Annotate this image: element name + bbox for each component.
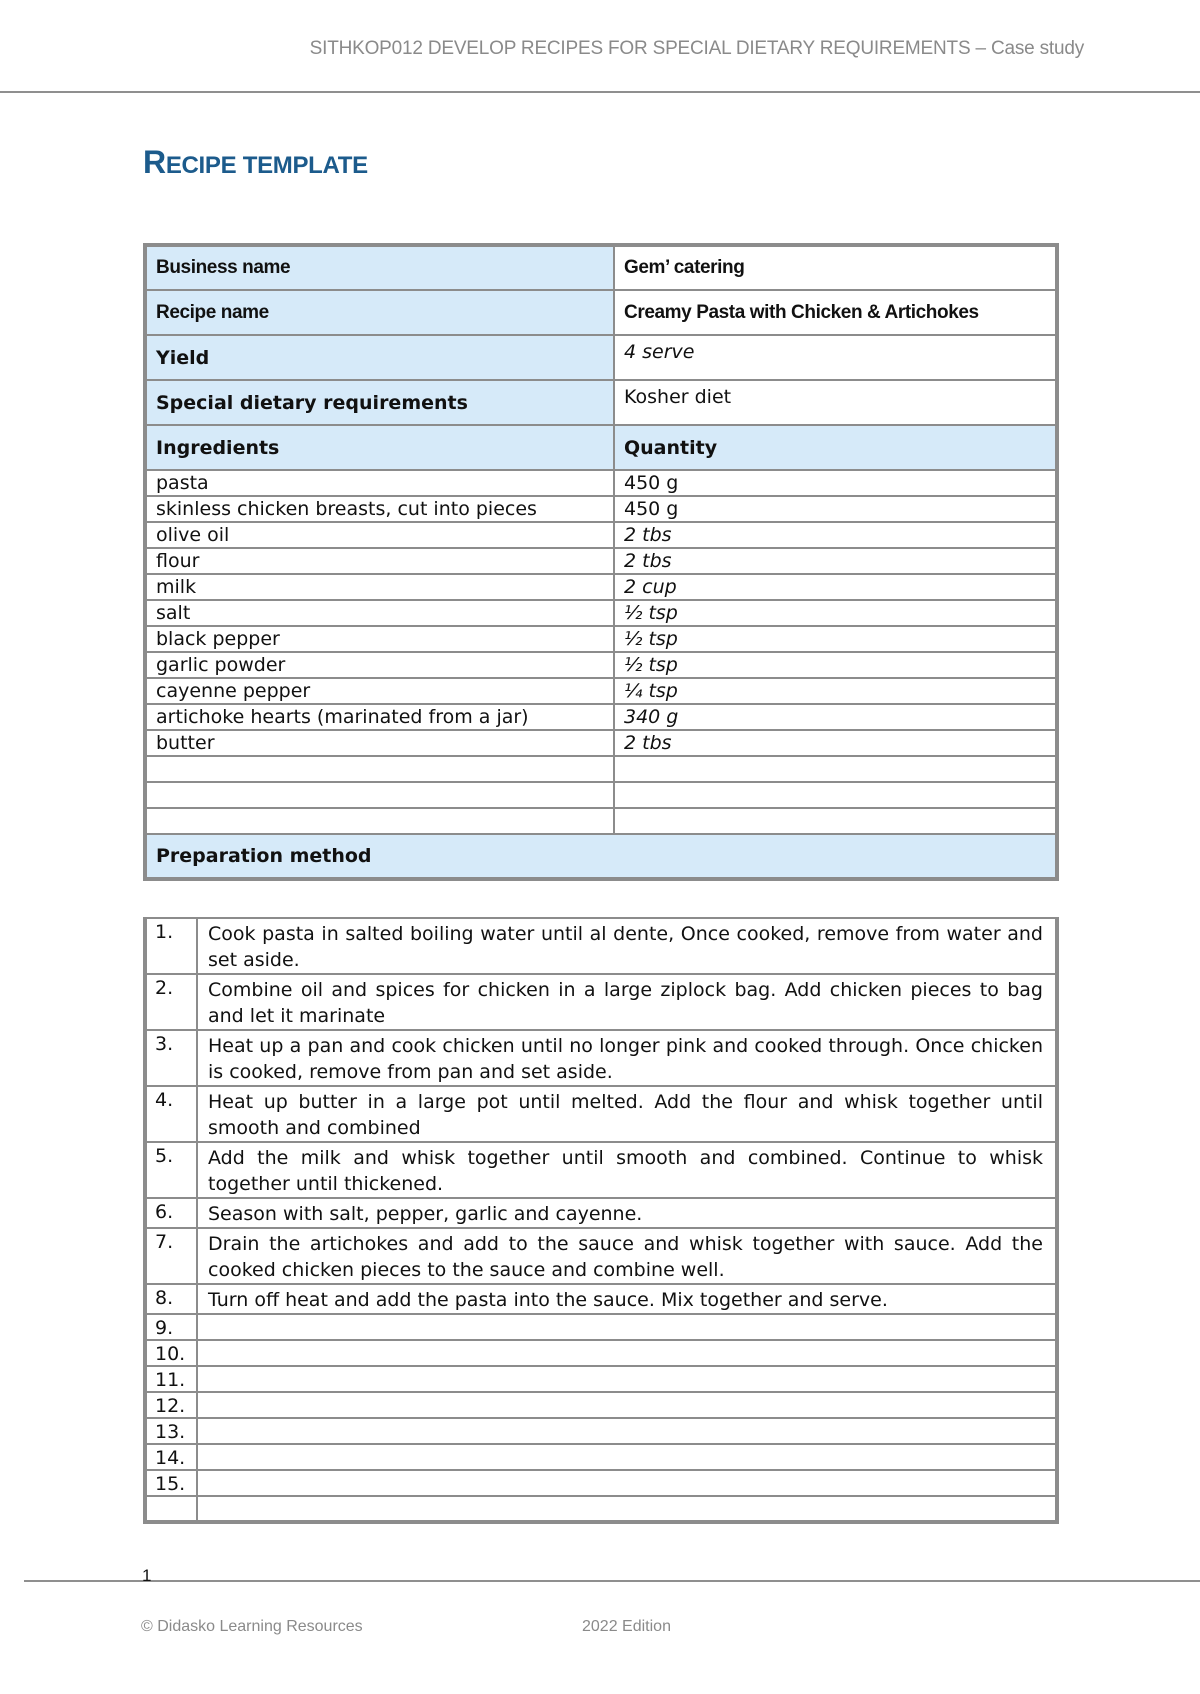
ingredient-name: cayenne pepper bbox=[145, 678, 614, 704]
step-text bbox=[197, 1444, 1057, 1470]
step-number bbox=[145, 1496, 197, 1522]
ingredient-name bbox=[145, 756, 614, 782]
step-text bbox=[197, 1418, 1057, 1444]
step-row bbox=[145, 1314, 1057, 1340]
ingredient-name: flour bbox=[145, 548, 614, 574]
ingredients-header: Ingredients bbox=[145, 425, 614, 470]
step-text bbox=[197, 1392, 1057, 1418]
ingredient-quantity bbox=[614, 808, 1057, 834]
ingredient-name: olive oil bbox=[145, 522, 614, 548]
dietary-label: Special dietary requirements bbox=[145, 380, 614, 425]
ingredient-row bbox=[145, 730, 1057, 756]
business-name-label: Business name bbox=[145, 245, 614, 290]
ingredient-row bbox=[145, 678, 1057, 704]
preparation-table bbox=[143, 917, 1059, 1524]
empty-ingredient-row bbox=[145, 782, 1057, 808]
ingredient-quantity: ½ tsp bbox=[614, 600, 1057, 626]
ingredient-quantity: ½ tsp bbox=[614, 626, 1057, 652]
step-number: 7. bbox=[145, 1228, 197, 1284]
preparation-header: Preparation method bbox=[145, 834, 1057, 879]
ingredient-row bbox=[145, 600, 1057, 626]
step-row bbox=[145, 1366, 1057, 1392]
step-number: 14. bbox=[145, 1444, 197, 1470]
step-number: 12. bbox=[145, 1392, 197, 1418]
ingredient-name bbox=[145, 808, 614, 834]
empty-ingredient-row bbox=[145, 808, 1057, 834]
copyright-text: © Didasko Learning Resources bbox=[141, 1618, 363, 1635]
ingredient-row bbox=[145, 496, 1057, 522]
ingredient-row bbox=[145, 522, 1057, 548]
yield-value: 4 serve bbox=[614, 335, 1057, 380]
recipe-name-label: Recipe name bbox=[145, 290, 614, 335]
step-number: 4. bbox=[145, 1086, 197, 1142]
quantity-header: Quantity bbox=[614, 425, 1057, 470]
ingredients-header-row bbox=[145, 425, 1057, 470]
ingredient-name: garlic powder bbox=[145, 652, 614, 678]
recipe-name-row bbox=[145, 290, 1057, 335]
ingredient-quantity: 450 g bbox=[614, 470, 1057, 496]
ingredient-quantity: 340 g bbox=[614, 704, 1057, 730]
ingredient-quantity: 2 cup bbox=[614, 574, 1057, 600]
header-divider bbox=[0, 91, 1200, 93]
empty-ingredient-row bbox=[145, 756, 1057, 782]
ingredient-quantity: ½ tsp bbox=[614, 652, 1057, 678]
ingredient-quantity: ¼ tsp bbox=[614, 678, 1057, 704]
ingredient-name: milk bbox=[145, 574, 614, 600]
recipe-name-value: Creamy Pasta with Chicken & Artichokes bbox=[614, 290, 1057, 335]
step-number: 10. bbox=[145, 1340, 197, 1366]
ingredient-row bbox=[145, 652, 1057, 678]
step-row bbox=[145, 1444, 1057, 1470]
step-text: Season with salt, pepper, garlic and cayenne. bbox=[197, 1198, 1057, 1228]
step-text: Cook pasta in salted boiling water until al dente, Once cooked, remove from water and set aside. bbox=[197, 918, 1057, 974]
ingredient-row bbox=[145, 470, 1057, 496]
step-text: Drain the artichokes and add to the sauce and whisk together with sauce. Add the cooked chicken pieces to the sauce and combine well. bbox=[197, 1228, 1057, 1284]
step-text bbox=[197, 1340, 1057, 1366]
step-row bbox=[145, 1496, 1057, 1522]
step-row bbox=[145, 1470, 1057, 1496]
step-row bbox=[145, 1228, 1057, 1284]
ingredient-quantity bbox=[614, 756, 1057, 782]
ingredient-quantity: 2 tbs bbox=[614, 522, 1057, 548]
yield-label: Yield bbox=[145, 335, 614, 380]
step-row bbox=[145, 1030, 1057, 1086]
business-name-value: Gem’ catering bbox=[614, 245, 1057, 290]
step-text: Combine oil and spices for chicken in a large ziplock bag. Add chicken pieces to bag and let it marinate bbox=[197, 974, 1057, 1030]
ingredient-quantity: 2 tbs bbox=[614, 730, 1057, 756]
ingredient-name: salt bbox=[145, 600, 614, 626]
dietary-value: Kosher diet bbox=[614, 380, 1057, 425]
ingredient-name: butter bbox=[145, 730, 614, 756]
title-rest: ECIPE TEMPLATE bbox=[165, 152, 368, 179]
step-row bbox=[145, 1198, 1057, 1228]
ingredient-quantity bbox=[614, 782, 1057, 808]
step-number: 15. bbox=[145, 1470, 197, 1496]
step-text: Heat up a pan and cook chicken until no longer pink and cooked through. Once chicken is cooked, remove from pan and set aside. bbox=[197, 1030, 1057, 1086]
step-row bbox=[145, 1142, 1057, 1198]
title-initial: R bbox=[143, 144, 166, 180]
running-header: SITHKOP012 DEVELOP RECIPES FOR SPECIAL DIETARY REQUIREMENTS – Case study bbox=[309, 38, 1084, 59]
ingredient-row bbox=[145, 548, 1057, 574]
ingredient-name: skinless chicken breasts, cut into pieces bbox=[145, 496, 614, 522]
ingredient-name bbox=[145, 782, 614, 808]
yield-row bbox=[145, 335, 1057, 380]
preparation-header-row bbox=[145, 834, 1057, 879]
step-text bbox=[197, 1470, 1057, 1496]
step-number: 9. bbox=[145, 1314, 197, 1340]
ingredient-name: pasta bbox=[145, 470, 614, 496]
step-number: 11. bbox=[145, 1366, 197, 1392]
ingredient-name: black pepper bbox=[145, 626, 614, 652]
ingredient-quantity: 2 tbs bbox=[614, 548, 1057, 574]
business-name-row bbox=[145, 245, 1057, 290]
page-number: 1 bbox=[142, 1566, 152, 1585]
step-text: Turn off heat and add the pasta into the sauce. Mix together and serve. bbox=[197, 1284, 1057, 1314]
step-row bbox=[145, 1284, 1057, 1314]
ingredient-name: artichoke hearts (marinated from a jar) bbox=[145, 704, 614, 730]
recipe-table bbox=[143, 243, 1059, 881]
step-row bbox=[145, 1392, 1057, 1418]
step-row bbox=[145, 1086, 1057, 1142]
step-row bbox=[145, 1340, 1057, 1366]
ingredient-row bbox=[145, 574, 1057, 600]
step-number: 6. bbox=[145, 1198, 197, 1228]
step-row bbox=[145, 918, 1057, 974]
step-text: Add the milk and whisk together until smooth and combined. Continue to whisk together until thickened. bbox=[197, 1142, 1057, 1198]
dietary-row bbox=[145, 380, 1057, 425]
page-title bbox=[143, 144, 368, 181]
step-number: 8. bbox=[145, 1284, 197, 1314]
step-number: 5. bbox=[145, 1142, 197, 1198]
step-text bbox=[197, 1314, 1057, 1340]
ingredient-row bbox=[145, 704, 1057, 730]
edition-text: 2022 Edition bbox=[582, 1618, 671, 1635]
step-text bbox=[197, 1496, 1057, 1522]
step-text bbox=[197, 1366, 1057, 1392]
footer-divider bbox=[24, 1580, 1200, 1582]
step-row bbox=[145, 974, 1057, 1030]
step-row bbox=[145, 1418, 1057, 1444]
step-text: Heat up butter in a large pot until melted. Add the flour and whisk together until smooth and combined bbox=[197, 1086, 1057, 1142]
ingredient-row bbox=[145, 626, 1057, 652]
step-number: 2. bbox=[145, 974, 197, 1030]
step-number: 1. bbox=[145, 918, 197, 974]
ingredient-quantity: 450 g bbox=[614, 496, 1057, 522]
step-number: 3. bbox=[145, 1030, 197, 1086]
step-number: 13. bbox=[145, 1418, 197, 1444]
